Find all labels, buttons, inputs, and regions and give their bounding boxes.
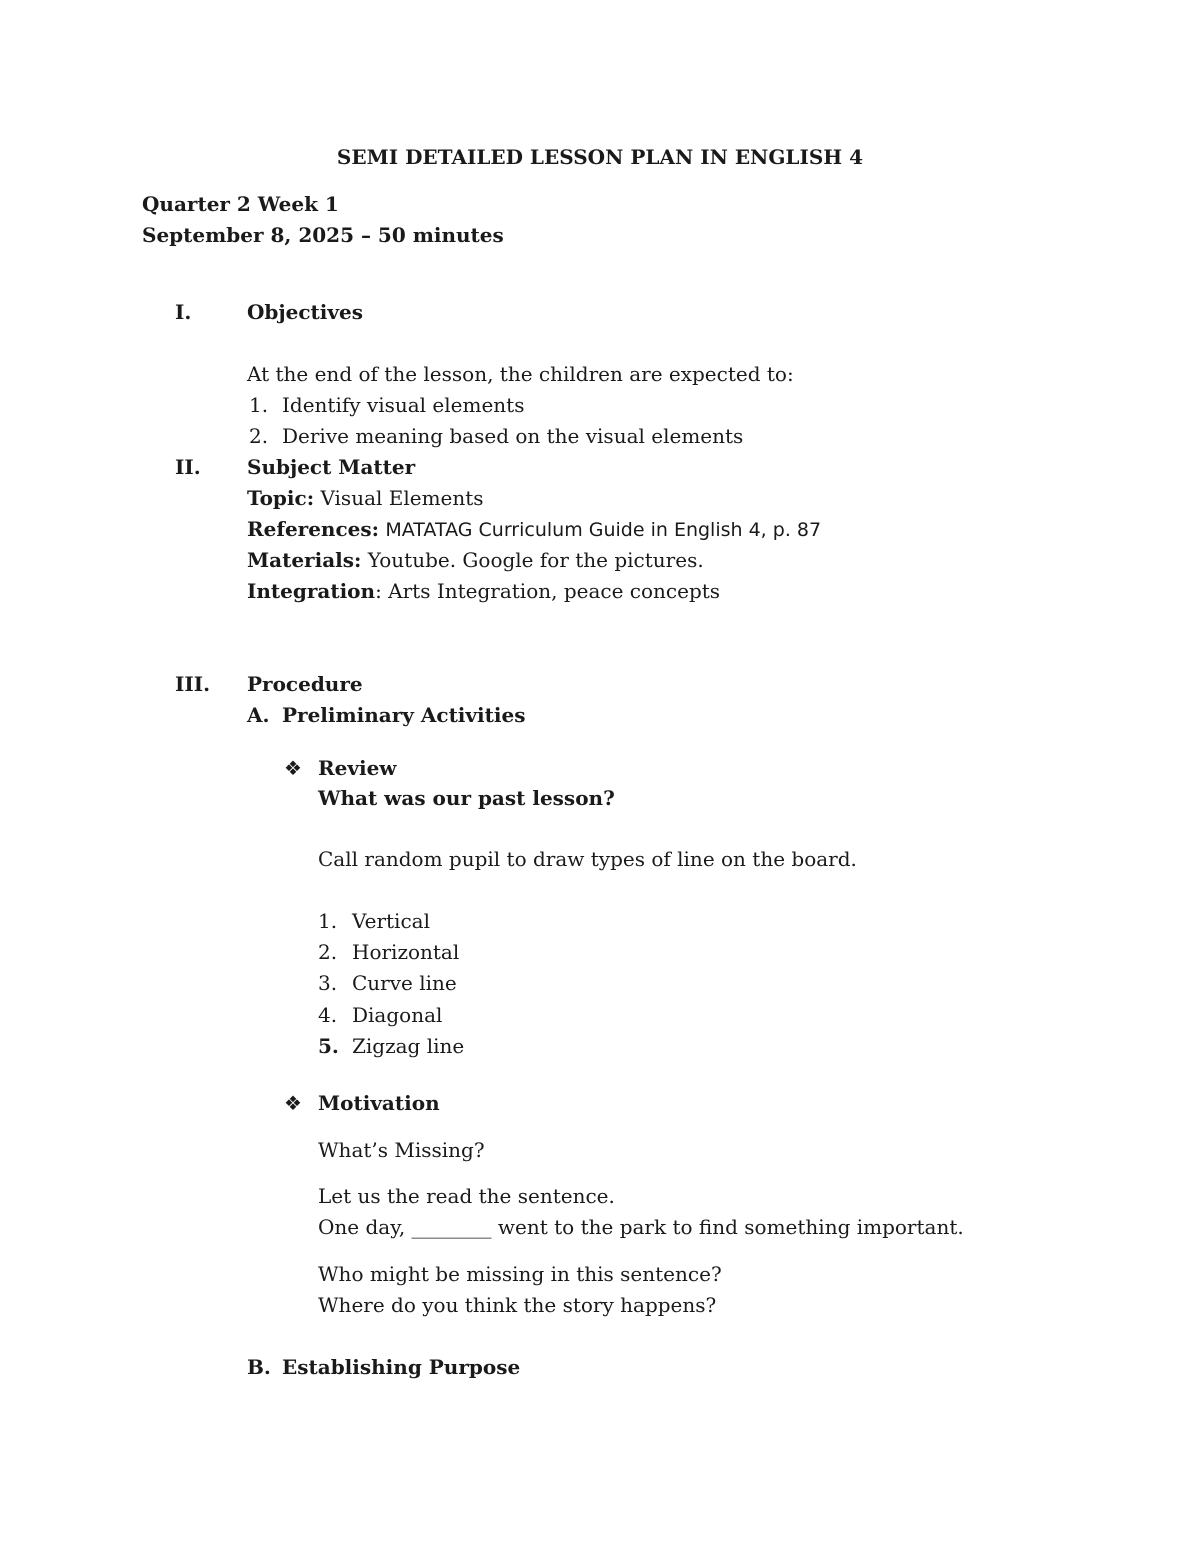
part-a-heading: Preliminary Activities	[282, 703, 526, 727]
review-question: What was our past lesson?	[318, 786, 615, 810]
review-item-number: 5.	[318, 1034, 339, 1058]
objective-number: 2.	[249, 424, 269, 448]
part-a-letter: A.	[247, 703, 270, 727]
section-numeral-objectives: I.	[175, 300, 192, 324]
part-b-letter: B.	[247, 1355, 271, 1379]
motivation-heading: Motivation	[318, 1091, 440, 1115]
materials-value: Youtube. Google for the pictures.	[367, 548, 704, 572]
topic-value: Visual Elements	[320, 486, 484, 510]
diamond-bullet-icon: ❖	[284, 756, 302, 780]
references-line	[247, 517, 821, 542]
materials-label: Materials:	[247, 548, 362, 572]
part-b-heading: Establishing Purpose	[282, 1355, 521, 1379]
topic-label: Topic:	[247, 486, 315, 510]
review-item: Vertical	[352, 909, 430, 933]
procedure-heading: Procedure	[247, 672, 363, 696]
subject-matter-heading: Subject Matter	[247, 455, 416, 479]
topic-line	[247, 486, 484, 510]
review-item-number: 3.	[318, 971, 338, 995]
objectives-intro: At the end of the lesson, the children are expected to:	[247, 362, 794, 386]
diamond-bullet-icon: ❖	[284, 1091, 302, 1115]
objective-number: 1.	[249, 393, 269, 417]
motivation-question: Where do you think the story happens?	[318, 1293, 717, 1317]
section-numeral-procedure: III.	[175, 672, 211, 696]
review-heading: Review	[318, 756, 397, 780]
review-instruction: Call random pupil to draw types of line on the board.	[318, 847, 857, 871]
review-item-number: 1.	[318, 909, 338, 933]
review-item-number: 2.	[318, 940, 338, 964]
references-label: References:	[247, 517, 380, 541]
review-item: Diagonal	[352, 1003, 443, 1027]
integration-label: Integration	[247, 579, 376, 603]
integration-value: : Arts Integration, peace concepts	[375, 579, 721, 603]
objectives-heading: Objectives	[247, 300, 363, 324]
quarter-week: Quarter 2 Week 1	[142, 192, 339, 216]
motivation-sentence: One day, ________ went to the park to find something important.	[318, 1215, 964, 1239]
motivation-instruction: Let us the read the sentence.	[318, 1184, 615, 1208]
objective-item: Derive meaning based on the visual elements	[282, 424, 744, 448]
page-title: SEMI DETAILED LESSON PLAN IN ENGLISH 4	[336, 145, 864, 169]
review-item: Curve line	[352, 971, 457, 995]
integration-line	[247, 579, 720, 603]
materials-line	[247, 548, 704, 572]
review-item: Horizontal	[352, 940, 460, 964]
objective-item: Identify visual elements	[282, 393, 525, 417]
section-numeral-subject-matter: II.	[175, 455, 201, 479]
date-duration: September 8, 2025 – 50 minutes	[142, 223, 504, 247]
motivation-question: Who might be missing in this sentence?	[318, 1262, 722, 1286]
references-value: MATATAG Curriculum Guide in English 4, p. 87	[385, 519, 822, 541]
review-item: Zigzag line	[352, 1034, 465, 1058]
motivation-activity: What’s Missing?	[318, 1138, 485, 1162]
review-item-number: 4.	[318, 1003, 338, 1027]
